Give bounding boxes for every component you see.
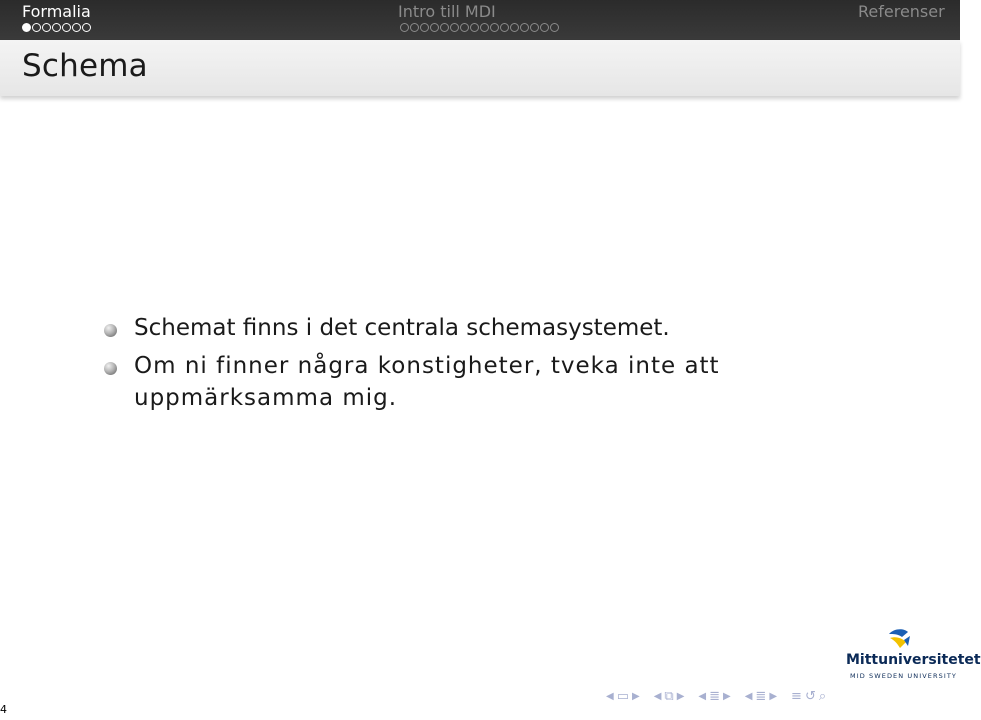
- nav-dots-intro: [400, 23, 559, 32]
- frame-nav-group: [654, 690, 685, 703]
- nav-dot[interactable]: [500, 23, 509, 32]
- nav-dot[interactable]: [430, 23, 439, 32]
- section-nav-group: [745, 690, 777, 703]
- logo-mark-icon: [886, 628, 912, 652]
- nav-dot[interactable]: [420, 23, 429, 32]
- arrow-right-icon[interactable]: ▶: [632, 690, 640, 702]
- arrow-right-icon[interactable]: ▶: [769, 690, 778, 702]
- slide-icon[interactable]: ▭: [616, 688, 629, 704]
- nav-dot[interactable]: [540, 23, 549, 32]
- nav-dot[interactable]: [62, 23, 71, 32]
- section-icon[interactable]: ≣: [755, 688, 767, 704]
- navigation-symbols: [606, 684, 956, 708]
- list-item: [104, 350, 744, 414]
- nav-section-title[interactable]: Intro till MDI: [398, 2, 496, 21]
- nav-section-title[interactable]: Formalia: [22, 2, 91, 21]
- slide-nav-group: [606, 690, 640, 703]
- arrow-left-icon[interactable]: ◀: [698, 690, 707, 702]
- misc-nav-group: [791, 690, 826, 703]
- nav-dot[interactable]: [460, 23, 469, 32]
- bullet-ball-icon: [104, 362, 117, 375]
- nav-dot[interactable]: [450, 23, 459, 32]
- subsection-icon[interactable]: ≣: [709, 688, 721, 704]
- search-icon[interactable]: ⌕: [818, 688, 827, 704]
- logo-subtitle: MID SWEDEN UNIVERSITY: [850, 672, 957, 680]
- logo-name: Mittuniversitetet: [846, 652, 981, 668]
- bullet-list: [104, 312, 744, 420]
- nav-dot[interactable]: [410, 23, 419, 32]
- nav-dot[interactable]: [52, 23, 61, 32]
- page-title: Schema: [22, 48, 148, 84]
- bullet-ball-icon: [104, 324, 117, 337]
- subsection-nav-group: [698, 690, 730, 703]
- nav-dot[interactable]: [520, 23, 529, 32]
- undo-icon[interactable]: ↺: [804, 688, 816, 704]
- arrow-right-icon[interactable]: ▶: [676, 690, 685, 702]
- nav-dot[interactable]: [400, 23, 409, 32]
- arrow-left-icon[interactable]: ◀: [606, 690, 614, 702]
- navigation-bar: [0, 0, 960, 40]
- arrow-right-icon[interactable]: ▶: [723, 690, 731, 702]
- align-icon[interactable]: ≡: [791, 688, 802, 704]
- nav-dot[interactable]: [550, 23, 559, 32]
- nav-dot[interactable]: [530, 23, 539, 32]
- nav-dot[interactable]: [42, 23, 51, 32]
- page-number: 4: [0, 703, 7, 716]
- list-item-text: Schemat finns i det centrala schemasystemet.: [134, 315, 670, 341]
- nav-dot[interactable]: [470, 23, 479, 32]
- list-item: [104, 312, 744, 344]
- frame-title-bar: [0, 40, 960, 96]
- frame-icon[interactable]: ⧉: [664, 688, 674, 704]
- nav-dot[interactable]: [22, 23, 31, 32]
- arrow-left-icon[interactable]: ◀: [744, 690, 753, 702]
- nav-dot[interactable]: [72, 23, 81, 32]
- nav-section-title[interactable]: Referenser: [858, 2, 945, 21]
- nav-dot[interactable]: [510, 23, 519, 32]
- arrow-left-icon[interactable]: ◀: [653, 690, 662, 702]
- nav-dot[interactable]: [490, 23, 499, 32]
- nav-dot[interactable]: [440, 23, 449, 32]
- nav-dots-formalia: [22, 23, 91, 32]
- nav-dot[interactable]: [480, 23, 489, 32]
- nav-dot[interactable]: [32, 23, 41, 32]
- nav-dot[interactable]: [82, 23, 91, 32]
- list-item-text: Om ni finner några konstigheter, tveka inte att uppmärksamma mig.: [134, 353, 720, 411]
